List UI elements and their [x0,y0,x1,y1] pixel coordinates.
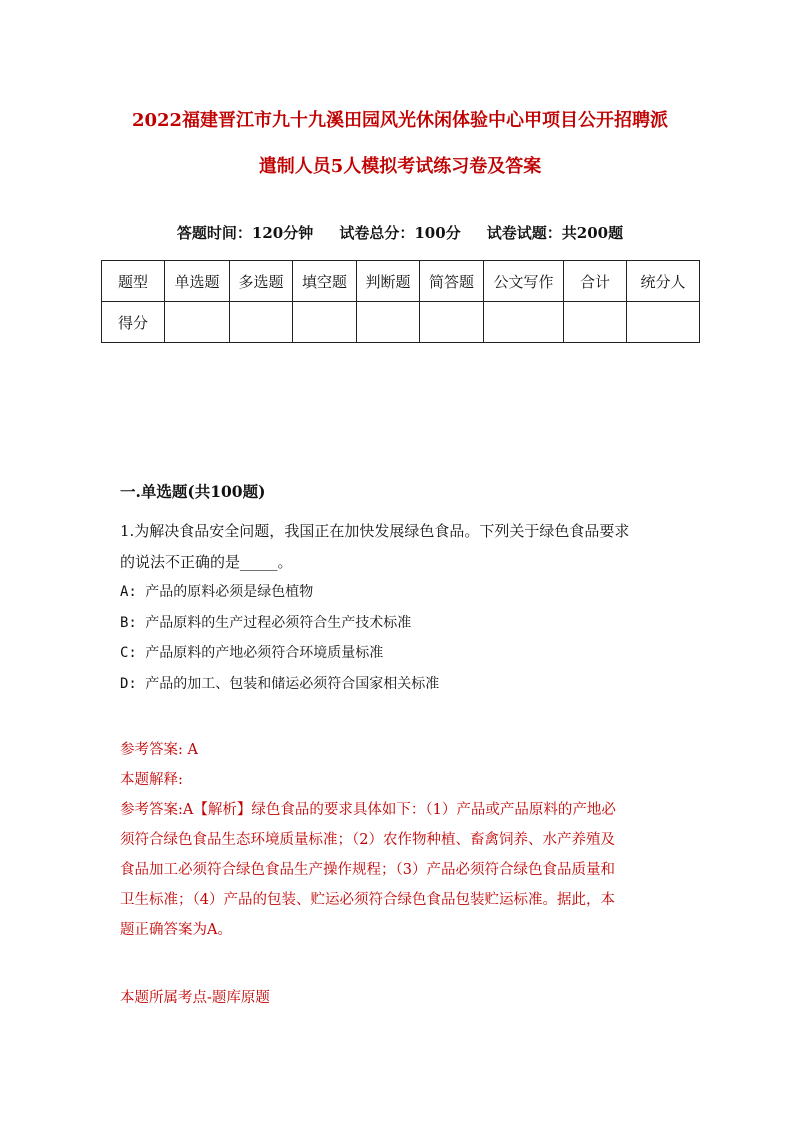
score-cell [230,302,293,343]
score-row-label: 得分 [102,302,165,343]
score-cell [420,302,484,343]
title-line-2: 遣制人员5人模拟考试练习卷及答案 [258,156,542,177]
document-title [100,98,700,190]
question-block [120,516,680,699]
score-header-cell: 简答题 [420,261,484,302]
score-header-cell: 题型 [102,261,165,302]
answer-block [120,735,680,945]
analysis-line: 须符合绿色食品生态环境质量标准；（2）农作物种植、畜禽饲养、水产养殖及 [120,832,615,848]
analysis-text [120,795,680,945]
option-a: A: 产品的原料必须是绿色植物 [120,584,314,600]
score-table-score-row [102,302,700,343]
title-line-1: 2022福建晋江市九十九溪田园风光休闲体验中心甲项目公开招聘派 [131,110,669,131]
analysis-line: 参考答案:A【解析】绿色食品的要求具体如下：（1）产品或产品原料的产地必 [120,802,616,818]
score-cell [165,302,230,343]
question-stem-line-2: 的说法不正确的是_____。 [120,552,293,571]
section-heading: 一.单选题(共100题) [120,482,266,501]
score-cell [484,302,564,343]
score-header-cell: 判断题 [357,261,420,302]
analysis-line: 卫生标准；（4）产品的包装、贮运必须符合绿色食品包装贮运标准。据此，本 [120,892,615,908]
score-cell [564,302,627,343]
option-d: D: 产品的加工、包装和储运必须符合国家相关标准 [120,675,440,692]
question-stem-line-1: 1.为解决食品安全问题，我国正在加快发展绿色食品。下列关于绿色食品要求 [120,522,630,540]
score-header-cell: 合计 [564,261,627,302]
score-header-cell: 单选题 [165,261,230,302]
score-cell [293,302,357,343]
option-c: C: 产品原料的产地必须符合环境质量标准 [120,645,384,661]
score-cell [627,302,700,343]
exam-meta: 答题时间：120分钟 试卷总分：100分 试卷试题：共200题 [176,224,624,242]
score-header-cell: 多选题 [230,261,293,302]
analysis-line: 食品加工必须符合绿色食品生产操作规程；（3）产品必须符合绿色食品质量和 [120,862,615,878]
score-table [101,260,700,343]
explanation-label: 本题解释: [120,772,183,788]
score-header-cell: 公文写作 [484,261,564,302]
score-table-header-row [102,261,700,302]
knowledge-point: 本题所属考点-题库原题 [120,990,270,1006]
score-header-cell: 填空题 [293,261,357,302]
reference-answer: 参考答案: A [120,742,198,758]
analysis-line: 题正确答案为A。 [120,922,232,938]
score-header-cell: 统分人 [627,261,700,302]
score-cell [357,302,420,343]
option-b: B: 产品原料的生产过程必须符合生产技术标准 [120,614,412,631]
